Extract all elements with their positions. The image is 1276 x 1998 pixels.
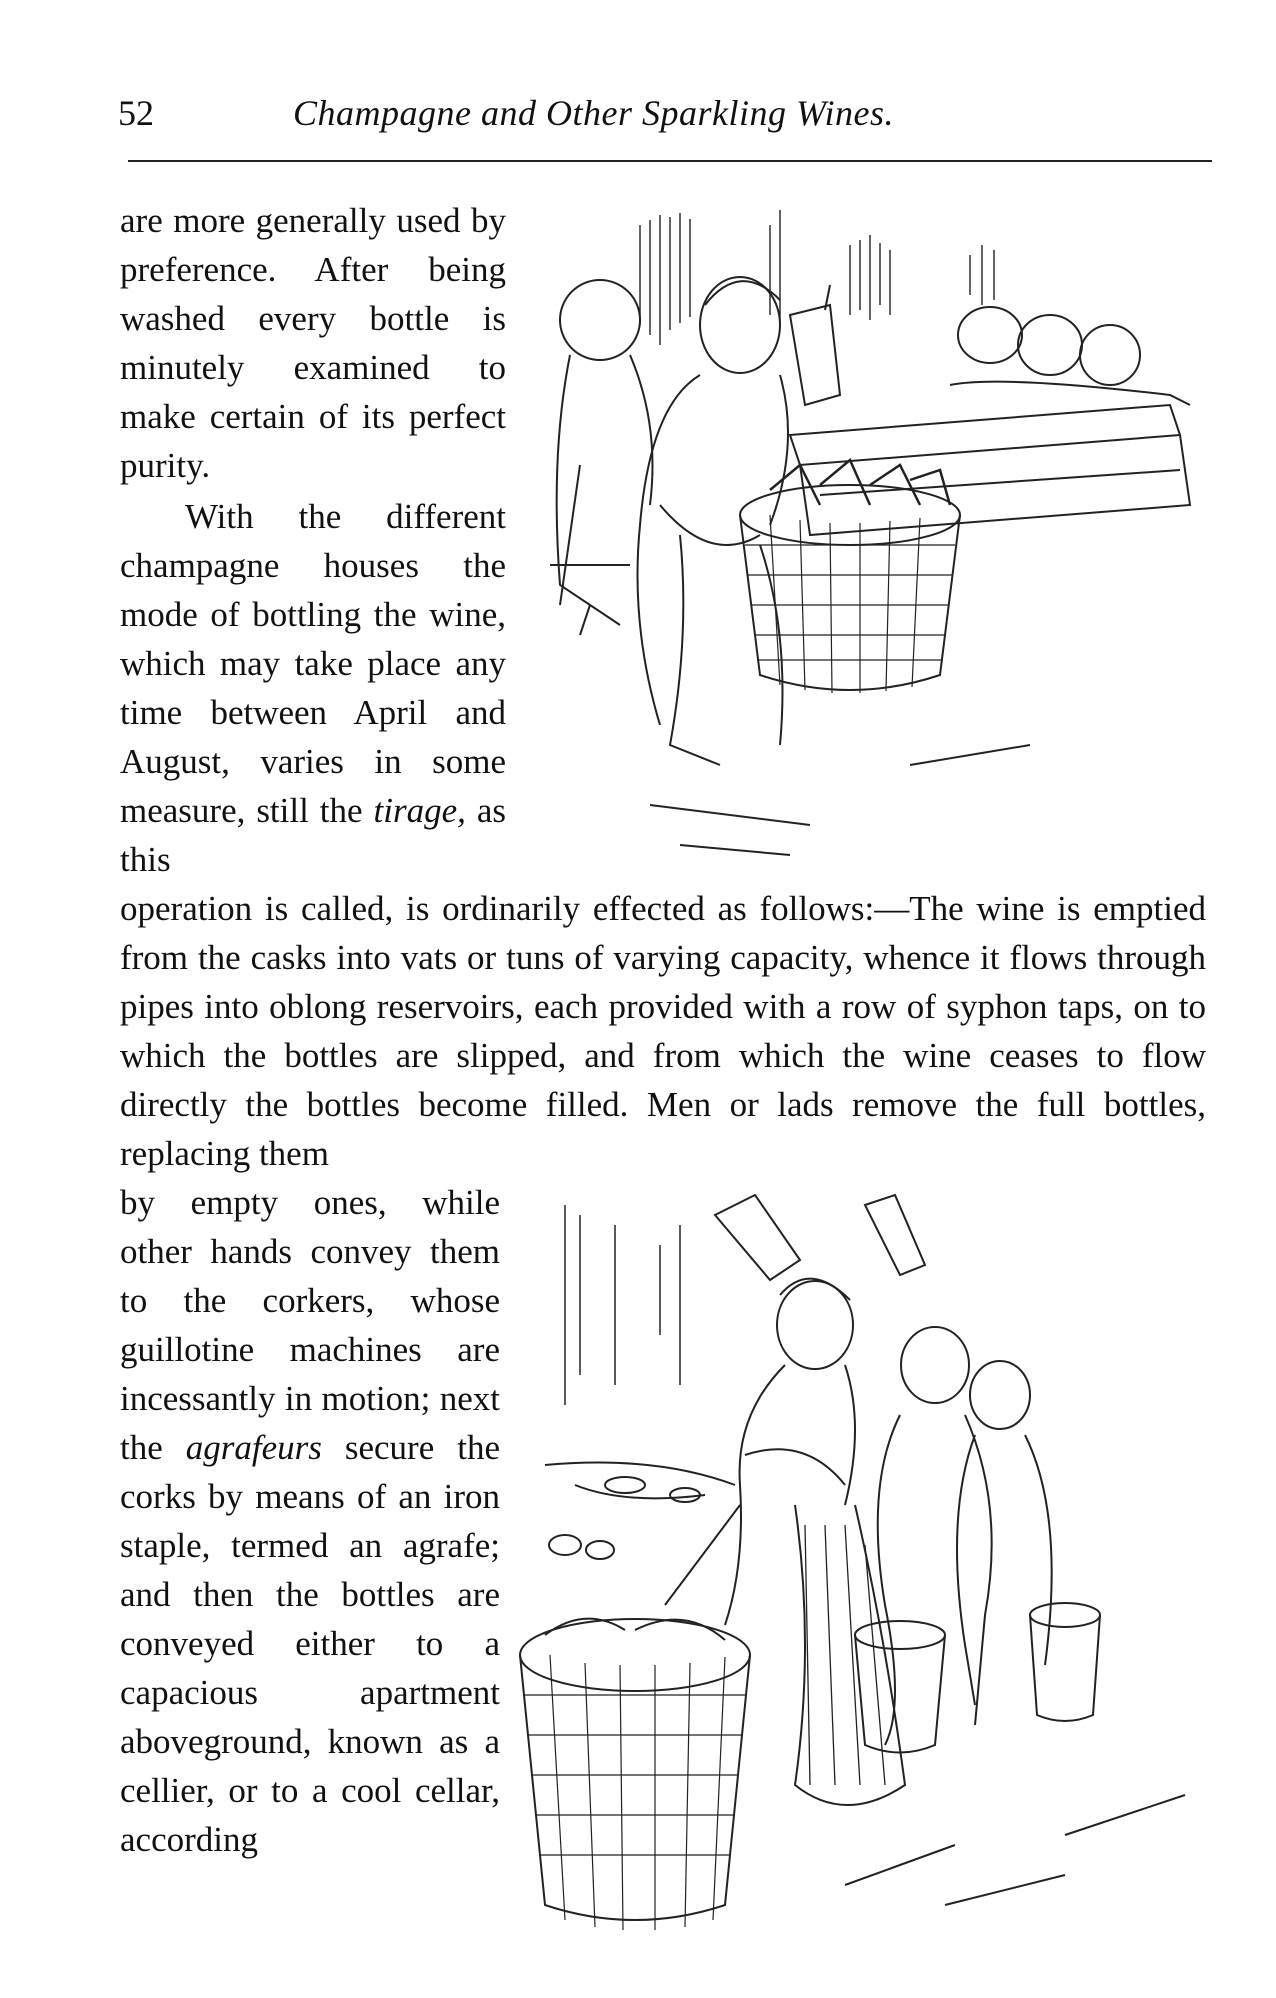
paragraph-corking-part1: by empty ones, while other hands convey them to the corkers, whose guillotine machines are incessantly in motion; next the: [120, 1183, 500, 1467]
bottle-washing-illustration: [530, 205, 1210, 865]
header-rule: [128, 160, 1212, 162]
paragraph-washing-text: are more generally used by preference. After being washed every bottle is minutely examined to make certain of its perfect purity.: [120, 201, 506, 485]
agrafeurs-term: agrafeurs: [185, 1428, 322, 1467]
paragraph-bottling-part2: as this: [120, 791, 506, 879]
running-title: Champagne and Other Sparkling Wines.: [293, 93, 894, 133]
paragraph-bottling-part1: With the different champagne houses the mode of bottling the wine, which may take place any time between April and August, varies in some measure, still the: [120, 497, 506, 830]
paragraph-washing: [120, 196, 506, 490]
paragraph-bottling-text: [120, 492, 506, 884]
page-number: 52: [118, 93, 154, 133]
paragraph-full-width: [120, 884, 1206, 1178]
paragraph-full-width-text: operation is called, is ordinarily effected as follows:—The wine is emptied from the casks into vats or tuns of varying capacity, whence it flows through pipes into oblong reservoirs, each provided with a row of syphon taps, on to which the bottles are slipped, and from which the wine ceases to flow directly the bottles become filled. Men or lads remove the full bottles, replacing them: [120, 889, 1206, 1173]
page-header: [118, 92, 1208, 152]
paragraph-corking: [120, 1178, 500, 1864]
bottle-drinking-illustration: [505, 1185, 1210, 1975]
paragraph-corking-text: [120, 1178, 500, 1864]
tirage-term: tirage,: [373, 791, 466, 830]
paragraph-corking-part2: secure the corks by means of an iron staple, termed an agrafe; and then the bottles are conveyed either to a capacious apartment aboveground, known as a cellier, or to a cool cellar, according: [120, 1428, 500, 1859]
paragraph-bottling: [120, 492, 506, 884]
